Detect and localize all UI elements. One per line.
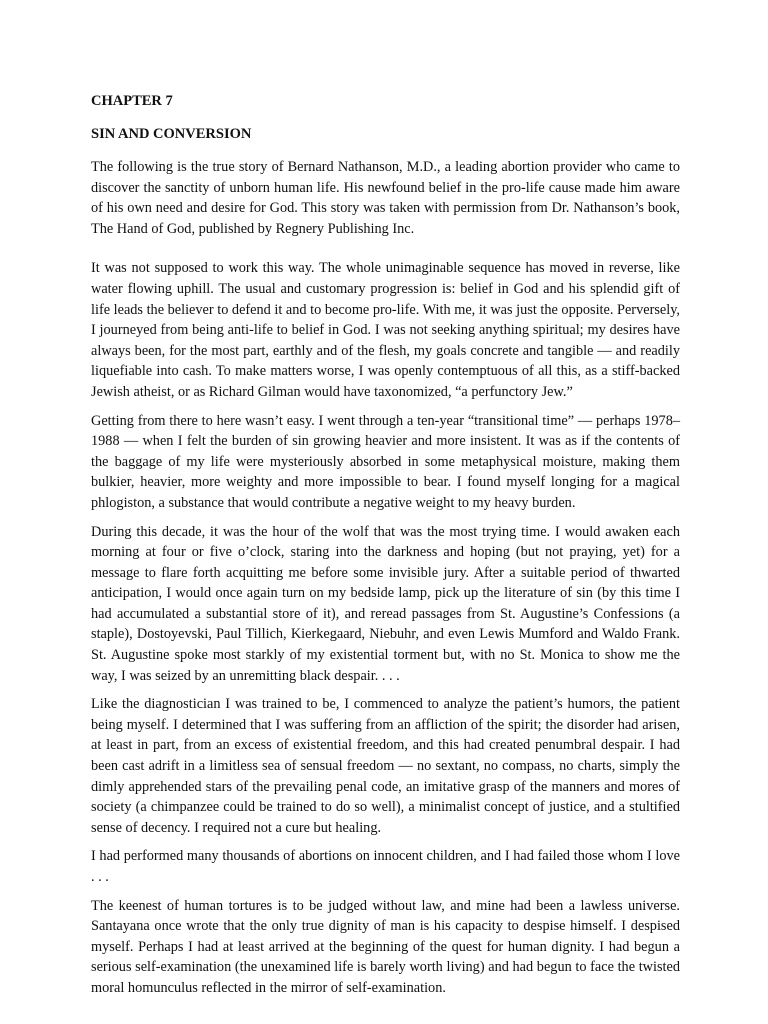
chapter-heading: CHAPTER 7 bbox=[91, 93, 173, 109]
body-paragraph: During this decade, it was the hour of the wolf that was the most trying time. I would awaken each morning at four or five o’clock, staring into the darkness and hoping (but not praying, yet) for a message to flare forth acquitting me before some invisible jury. After a suitable period of thwarted anticipation, I would once again turn on my bedside lamp, pick up the literature of sin (by this time I had accumulated a substantial store of it), and reread passages from St. Augustine’s Confessions (a staple), Dostoyevski, Paul Tillich, Kierkegaard, Niebuhr, and even Lewis Mumford and Waldo Frank. St. Augustine spoke most starkly of my existential torment but, with no St. Monica to show me the way, I was seized by an unremitting black despair. . . . bbox=[91, 523, 680, 684]
body-paragraph: The keenest of human tortures is to be judged without law, and mine had been a lawless universe. Santayana once wrote that the only true dignity of man is his capacity to despise himself. I despised myself. Perhaps I had at least arrived at the beginning of the quest for human dignity. I had begun a serious self-examination (the unexamined life is barely worth living) and had begun to face the twisted moral homunculus reflected in the mirror of self-examination. bbox=[91, 897, 680, 996]
page-content bbox=[91, 91, 680, 1007]
section-title: SIN AND CONVERSION bbox=[91, 126, 252, 142]
body-paragraph: It was not supposed to work this way. The whole unimaginable sequence has moved in reverse, like water flowing uphill. The usual and customary progression is: belief in God and his splendid gift of life leads the believer to defend it and to become pro-life. With me, it was just the opposite. Perversely, I journeyed from being anti-life to belief in God. I was not seeking anything spiritual; my desires have always been, for the most part, earthly and of the flesh, my goals concrete and tangible — and readily liquefiable into cash. To make matters worse, I was openly contemptuous of all this, as a stiff-backed Jewish atheist, or as Richard Gilman would have taxonomized, “a perfunctory Jew.” bbox=[91, 260, 680, 400]
body-paragraph: Like the diagnostician I was trained to be, I commenced to analyze the patient’s humors, the patient being myself. I determined that I was suffering from an affliction of the spirit; the disorder had arisen, at least in part, from an excess of existential freedom, and this had created penumbral despair. I had been cast adrift in a limitless sea of sensual freedom — no sextant, no compass, no charts, simply the dimly apprehended stars of the prevailing penal code, an imitative grasp of the manners and mores of society (a chimpanzee could be trained to do so well), a minimalist concept of justice, and a stultified sense of decency. I required not a cure but healing. bbox=[91, 696, 680, 836]
intro-paragraph: The following is the true story of Bernard Nathanson, M.D., a leading abortion provider who came to discover the sanctity of unborn human life. His newfound belief in the pro-life cause made him aware of his own need and desire for God. This story was taken with permission from Dr. Nathanson’s book, The Hand of God, published by Regnery Publishing Inc. bbox=[91, 159, 680, 237]
body-paragraph: I had performed many thousands of abortions on innocent children, and I had failed those whom I love . . . bbox=[91, 848, 680, 885]
body-paragraph: Getting from there to here wasn’t easy. I went through a ten-year “transitional time” — perhaps 1978– 1988 — when I felt the burden of sin growing heavier and more insistent. It was as if the contents of the baggage of my life were mysteriously absorbed in some metaphysical moisture, making them bulkier, heavier, more weighty and more impossible to bear. I found myself longing for a magical phlogiston, a substance that would contribute a negative weight to my heavy burden. bbox=[91, 412, 680, 511]
